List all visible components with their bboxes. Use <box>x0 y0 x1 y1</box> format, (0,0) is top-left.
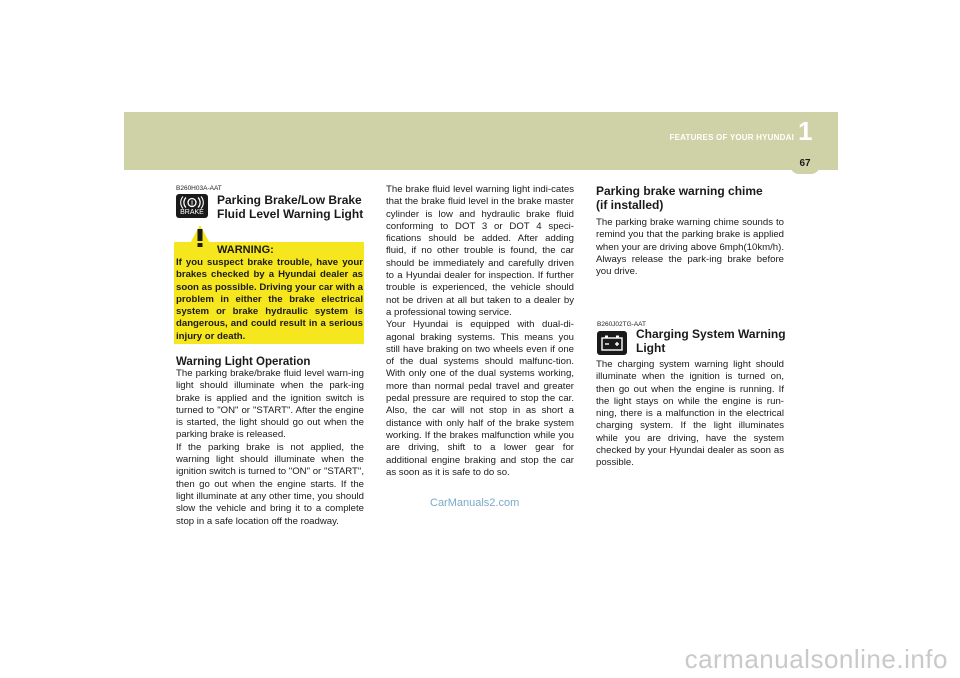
title-line: Charging System Warning <box>636 327 786 341</box>
chapter-number: 1 <box>798 116 813 146</box>
brake-warning-icon <box>176 194 208 218</box>
battery-icon <box>597 331 627 355</box>
brake-icon-label: BRAKE <box>180 209 204 216</box>
warning-title: WARNING: <box>217 244 274 256</box>
warning-text: If you suspect brake trouble, have your brakes checked by a Hyundai dealer as soon as possible. Driving your car with a problem in either the brake electrical system or brake hydraulic system is dangerous, and could result in a serious injury or death. <box>176 257 363 342</box>
watermark-link[interactable]: CarManuals2.com <box>430 497 520 509</box>
heading-line: (if installed) <box>596 198 664 212</box>
chime-text: The parking brake warning chime sounds to remind you that the parking brake is applied when your are driving above 6mph(10km/h). Always release the park-ing brake before you drive. <box>596 217 784 278</box>
charging-text: The charging system warning light should illuminate when the ignition is turned on, then go out when the engine is running. If the light stays on while the engine is run-ning, there is a malfunction in the electrical charging system. If the light illuminates while you are driving, have the system checked by your Hyundai dealer as soon as possible. <box>596 359 784 469</box>
heading-line: Parking brake warning chime <box>596 184 763 198</box>
operation-text: The parking brake/brake fluid level warn-ing light should illuminate when the park-ing brake is applied and the ignition switch is turned to "ON" or "START". After the engine is started, the light should go out when the parking brake is released. If the parking brake is not applied, the warning light should illuminate when the ignition switch is turned to "ON" or "START", then go out when the engine starts. If the light illuminate at any other time, you should slow the vehicle and bring it to a complete stop in a safe location off the roadway. <box>176 368 364 527</box>
brake-fluid-text: The brake fluid level warning light indi-cates that the brake fluid level in the brake master cylinder is low and hydraulic brake fluid conforming to DOT 3 or DOT 4 speci-fications should be added. After adding fluid, if no other trouble is found, the car should be immediately and carefully driven to a Hyundai dealer for inspection. If further trouble is experienced, the vehicle should not be driven at all but taken to a dealer by a professional towing service. Your Hyundai is equipped with dual-di-agonal braking systems. This means you still have braking on two wheels even if one of the dual systems should malfunc-tion. With only one of the dual systems working, more than normal pedal travel and greater pedal pressure are required to stop the car. Also, the car will not stop in as short a distance with only half of the brake system working. If the brakes malfunction while you are driving, shift to a lower gear for additional engine braking and stop the car as soon as it is safe to do so. <box>386 184 574 478</box>
exclamation-triangle-icon <box>186 224 214 250</box>
title-line: Fluid Level Warning Light <box>217 207 364 221</box>
section-title-parking-brake <box>217 193 363 221</box>
title-line: Parking Brake/Low Brake <box>217 193 362 207</box>
svg-text:!: ! <box>190 200 194 208</box>
page-number: 67 <box>799 158 811 169</box>
watermark-site: carmanualsonline.info <box>684 644 948 674</box>
title-line: Light <box>636 341 666 355</box>
operation-heading: Warning Light Operation <box>176 356 311 368</box>
chime-heading <box>596 184 763 212</box>
chapter-title: FEATURES OF YOUR HYUNDAI <box>669 133 794 142</box>
section-code: B260J02TG-AAT <box>597 321 647 328</box>
section-title-charging <box>636 327 786 355</box>
section-code: B260H03A-AAT <box>176 185 222 192</box>
